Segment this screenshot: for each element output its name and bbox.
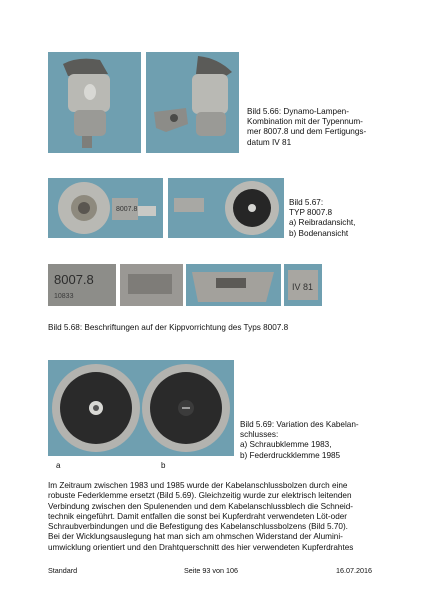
- caption-line: mer 8007.8 und dem Fertigungs-: [247, 127, 367, 137]
- body-paragraph: [48, 481, 353, 553]
- body-line: Im Zeitraum zwischen 1983 und 1985 wurde der Kabelanschlussbolzen durch eine: [48, 481, 348, 490]
- svg-text:10833: 10833: [54, 293, 74, 300]
- caption-line: Bild 5.69: Variation des Kabelan-: [240, 420, 359, 429]
- photo-inscription-type-number: [48, 264, 116, 306]
- caption-line: Bild 5.67:: [289, 198, 324, 207]
- body-line: Bei der Wicklungsauslegung hat man sich am ohmschen Widerstand der Alumini-: [48, 532, 343, 542]
- photo-inscription-date: [284, 264, 322, 306]
- caption-line: a) Schraubklemme 1983,: [240, 440, 332, 450]
- body-line: Verbindung zwischen den Spulenenden und dem Kabelanschlussblech die Schneid-: [48, 501, 353, 511]
- caption-line: b) Federdruckklemme 1985: [240, 450, 341, 460]
- svg-text:IV 81: IV 81: [292, 282, 314, 292]
- body-line: Schraubverbindungen und die Befestigung des Kabelanschlussbolzens (Bild 5.70).: [48, 522, 348, 532]
- photo-bottom-view: [168, 178, 284, 238]
- label-a: a: [56, 461, 61, 470]
- photo-friction-wheel-view: [48, 178, 163, 238]
- photo-inscription-2: [120, 264, 183, 306]
- caption-line: Bild 5.66: Dynamo-Lampen-: [247, 107, 349, 116]
- caption-line: schlusses:: [240, 430, 279, 440]
- caption-line: Kombination mit der Typennum-: [247, 117, 363, 127]
- footer-left: Standard: [48, 566, 78, 575]
- caption-fig-5-69: [240, 420, 359, 461]
- photo-cable-connection-variants: [48, 360, 234, 456]
- body-line: umwicklung orientiert und den Drahtquerschnitt des hier verwendeten Kupferdrahtes: [48, 542, 354, 552]
- caption-line: Bild 5.68: Beschriftungen auf der Kippvorrichtung des Typs 8007.8: [48, 323, 289, 332]
- caption-line: a) Reibradansicht,: [289, 218, 356, 228]
- label-b: b: [161, 461, 166, 470]
- caption-line: b) Bodenansicht: [289, 228, 349, 238]
- svg-text:8007.8: 8007.8: [116, 206, 138, 213]
- photo-dynamo-lamp-side-b: [146, 52, 239, 153]
- body-line: technik eingeführt. Damit entfallen die sonst bei Kupferdraht verwendeten Löt-oder: [48, 511, 348, 521]
- caption-line: TYP 8007.8: [289, 208, 333, 218]
- footer-page-number: Seite 93 von 106: [184, 566, 238, 575]
- body-line: robuste Federklemme ersetzt (Bild 5.69). Gleichzeitig wurde zur elektrisch leitenden: [48, 491, 352, 501]
- caption-fig-5-66: [247, 107, 366, 148]
- caption-fig-5-68: [48, 323, 288, 333]
- caption-line: datum IV 81: [247, 137, 292, 147]
- footer-date: 16.07.2016: [336, 566, 372, 575]
- caption-fig-5-67: [289, 198, 355, 239]
- svg-text:8007.8: 8007.8: [54, 272, 94, 287]
- photo-inscription-3: [186, 264, 281, 306]
- photo-dynamo-lamp-side-a: [48, 52, 141, 153]
